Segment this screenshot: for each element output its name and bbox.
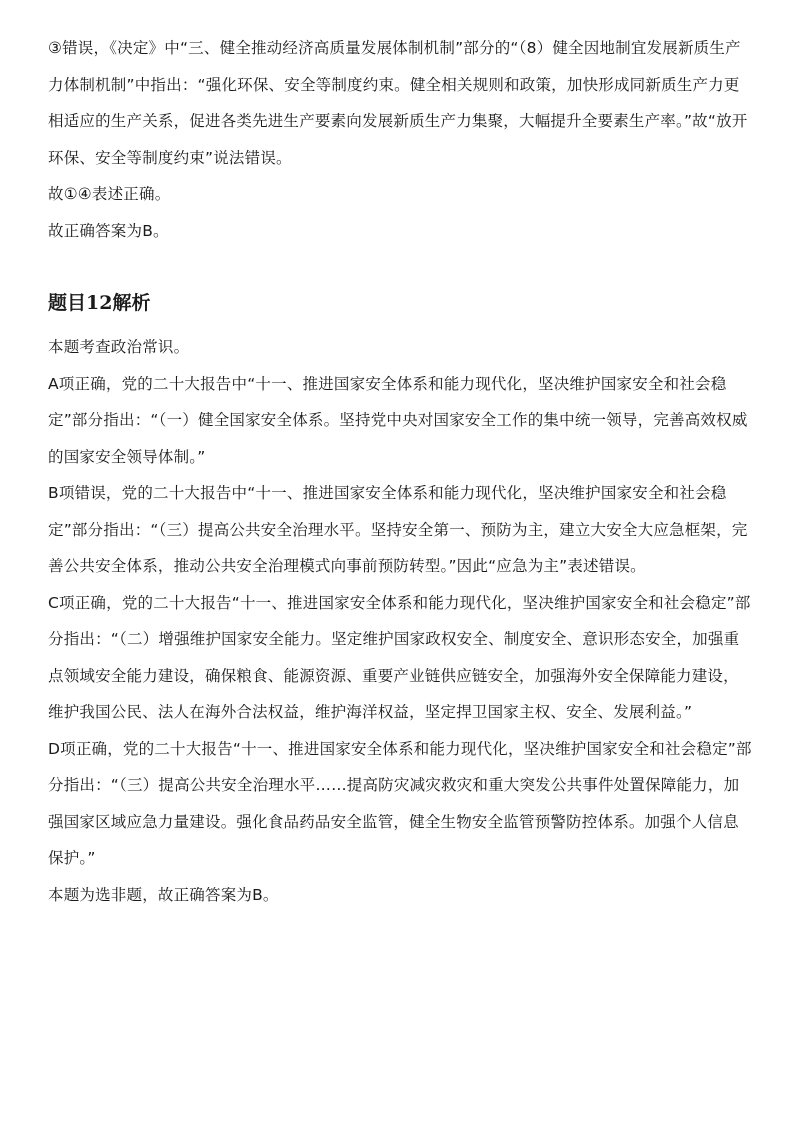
paragraph-final-answer: 本题为选非题，故正确答案为B。	[48, 885, 279, 904]
section-heading: 题目12解析	[48, 292, 151, 314]
paragraph-option-b: B项错误，党的二十大报告中“十一、推进国家安全体系和能力现代化，坚决维护国家安全和社会稳定”部分指出：“（三）提高公共安全治理水平。坚持安全第一、预防为主，建立大安全大应急框架，完善公共安全体系，推动公共安全治理模式向事前预防转型。”因此“应急为主”表述错误。	[48, 484, 748, 575]
paragraph-answer: 故正确答案为B。	[48, 221, 169, 240]
paragraph-option-a: A项正确，党的二十大报告中“十一、推进国家安全体系和能力现代化，坚决维护国家安全和社会稳定”部分指出：“（一）健全国家安全体系。坚持党中央对国家安全工作的集中统一领导，完善高效权威的国家安全领导体制。”	[48, 374, 748, 466]
paragraph-option-d: D项正确，党的二十大报告“十一、推进国家安全体系和能力现代化，坚决维护国家安全和社会稳定”部分指出：“（三）提高公共安全治理水平……提高防灾减灾救灾和重大突发公共事件处置保障能力，加强国家区域应急力量建设。强化食品药品安全监管，健全生物安全监管预警防控体系。加强个人信息保护。”	[48, 739, 752, 867]
paragraph-topic: 本题考查政治常识。	[48, 338, 190, 356]
paragraph-item3-analysis: ③错误，《决定》中“三、健全推动经济高质量发展体制机制”部分的“（8）健全因地制宜发展新质生产力体制机制”中指出：“强化环保、安全等制度约束。健全相关规则和政策，加快形成同新质生产力更相适应的生产关系，促进各类先进生产要素向发展新质生产力集聚，大幅提升全要素生产率。”故“放开环保、安全等制度约束”说法错误。	[48, 39, 748, 167]
paragraph-correct-items: 故①④表述正确。	[48, 185, 171, 203]
paragraph-option-c: C项正确，党的二十大报告“十一、推进国家安全体系和能力现代化，坚决维护国家安全和社会稳定”部分指出：“（二）增强维护国家安全能力。坚定维护国家政权安全、制度安全、意识形态安全，加强重点领域安全能力建设，确保粮食、能源资源、重要产业链供应链安全，加强海外安全保障能力建设，维护我国公民、法人在海外合法权益，维护海洋权益，坚定捍卫国家主权、安全、发展利益。”	[48, 593, 751, 721]
